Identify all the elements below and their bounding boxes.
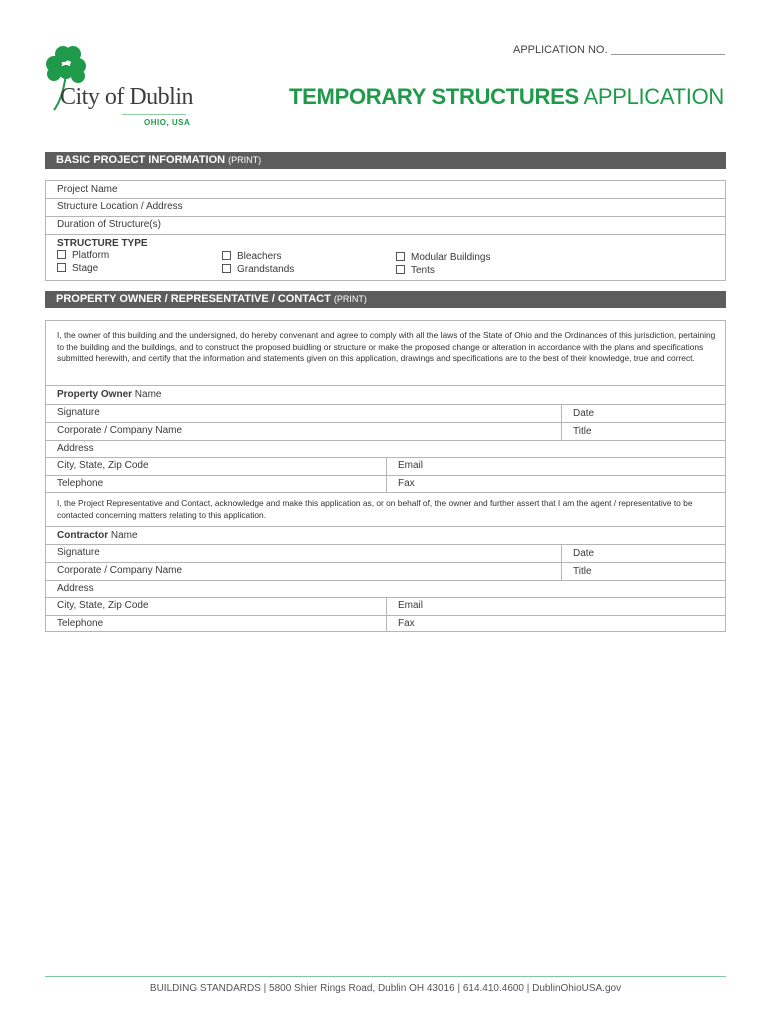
project-name-label: Project Name [57,184,118,195]
city-label: City, State, Zip Code [57,600,149,611]
rep-statement-row [46,492,725,527]
contractor-phone-row [46,615,725,631]
contractor-date-field[interactable] [561,544,725,562]
contractor-signature-field[interactable] [46,544,561,562]
checkbox-modular[interactable] [396,252,491,263]
logo-text: City of Dublin [60,84,194,110]
application-number-label: APPLICATION NO. [513,44,608,56]
company-label: Corporate / Company Name [57,425,183,436]
checkbox-grandstands[interactable] [222,264,294,275]
telephone-label: Telephone [57,478,104,489]
fax-label: Fax [398,478,415,489]
basic-info-form [45,180,726,281]
page-title [289,84,724,110]
checkbox-icon [57,250,66,259]
owner-label-rest: Name [132,389,162,400]
checkbox-icon [57,263,66,272]
checkbox-icon [222,251,231,260]
section-owner-heading [45,291,726,308]
owner-city-field[interactable] [46,457,386,475]
owner-phone-row [46,475,725,493]
application-number-field[interactable] [611,54,725,55]
section-owner-title: PROPERTY OWNER / REPRESENTATIVE / CONTACT [56,293,331,305]
contractor-address-row[interactable] [46,580,725,598]
fax-label: Fax [398,618,415,629]
company-label: Corporate / Company Name [57,565,183,576]
signature-label: Signature [57,547,100,558]
checkbox-tents[interactable] [396,265,435,276]
section-basic-heading [45,152,726,169]
contractor-name-label [46,526,138,544]
title-label: Title [573,566,592,577]
city-label: City, State, Zip Code [57,460,149,471]
checkbox-icon [396,252,405,261]
checkbox-bleachers[interactable] [222,251,281,262]
date-label: Date [573,548,595,559]
logo-subtitle: OHIO, USA [144,118,191,127]
title-bold: TEMPORARY STRUCTURES [289,84,579,109]
owner-email-field[interactable] [386,457,725,475]
rep-statement: I, the Project Representative and Contact, acknowledge and make this application as, or on behalf of, the owner and further assert that I am the agent / representative to be contacted concerning matters relating to this application. [57,498,693,520]
section-basic-title: BASIC PROJECT INFORMATION [56,154,226,166]
contractor-fax-field[interactable] [386,615,725,631]
email-label: Email [398,460,424,471]
contractor-city-field[interactable] [46,597,386,615]
checkbox-platform[interactable] [57,250,109,261]
grandstands-label: Grandstands [237,264,295,275]
owner-signature-row [46,404,725,423]
owner-company-row [46,422,725,441]
address-label: Address [57,443,94,454]
location-row[interactable] [46,198,725,217]
footer-rule [45,976,726,977]
owner-form [45,320,726,632]
owner-name-row[interactable] [46,385,725,405]
owner-label-bold: Property Owner [57,389,133,400]
owner-statement: I, the owner of this building and the undersigned, do hereby convenant and agree to comply with all the laws of the State of Ohio and the Ordinances of this jurisdiction, pertaining to the building and the buildings, and to construct the proposed buidling or structure or make the proposed change or alteration in accordance with the plans and specifications submitted herewith, and certify that the information and statements given on this application, drawings and specifications are to the best of their knowledge, true and correct. [57,330,716,364]
logo-rule [122,114,186,115]
contractor-city-row [46,597,725,616]
date-label: Date [573,408,595,419]
owner-address-row[interactable] [46,440,725,458]
owner-city-row [46,457,725,476]
owner-date-field[interactable] [561,404,725,422]
structure-type-label: STRUCTURE TYPE [57,238,148,249]
signature-label: Signature [57,407,100,418]
stage-label: Stage [72,263,99,274]
owner-statement-row [46,321,725,386]
title-rest: APPLICATION [578,84,724,109]
section-owner-sub: (PRINT) [333,294,367,304]
owner-telephone-field[interactable] [46,475,386,492]
contractor-company-row [46,562,725,581]
owner-company-field[interactable] [46,422,561,440]
location-label: Structure Location / Address [57,201,183,212]
duration-row[interactable] [46,216,725,235]
owner-signature-field[interactable] [46,404,561,422]
owner-title-field[interactable] [561,422,725,440]
platform-label: Platform [72,250,110,261]
contractor-company-field[interactable] [46,562,561,580]
structure-type-row [46,234,725,280]
title-label: Title [573,426,592,437]
bleachers-label: Bleachers [237,251,282,262]
checkbox-stage[interactable] [57,263,98,274]
contractor-name-row[interactable] [46,526,725,545]
telephone-label: Telephone [57,618,104,629]
address-label: Address [57,583,94,594]
footer-contact: BUILDING STANDARDS | 5800 Shier Rings Road, Dublin OH 43016 | 614.410.4600 | DublinOhioUSA.gov [149,983,622,994]
contractor-telephone-field[interactable] [46,615,386,631]
duration-label: Duration of Structure(s) [57,219,161,230]
contractor-label-bold: Contractor [57,530,109,541]
checkbox-icon [222,264,231,273]
contractor-label-rest: Name [108,530,138,541]
contractor-title-field[interactable] [561,562,725,580]
project-name-row[interactable] [46,181,725,199]
contractor-signature-row [46,544,725,563]
checkbox-icon [396,265,405,274]
tents-label: Tents [411,265,435,276]
section-basic-sub: (PRINT) [228,155,262,165]
contractor-email-field[interactable] [386,597,725,615]
owner-name-label [46,385,161,404]
email-label: Email [398,600,424,611]
modular-label: Modular Buildings [411,252,491,263]
owner-fax-field[interactable] [386,475,725,492]
